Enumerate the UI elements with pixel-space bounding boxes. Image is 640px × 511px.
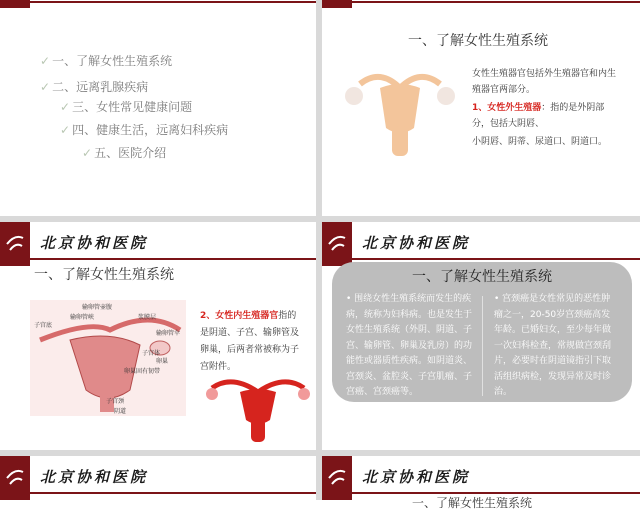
hospital-logo-icon [322, 456, 352, 500]
hospital-name: 北京协和医院 [362, 468, 471, 486]
hospital-name: 北京协和医院 [40, 234, 149, 252]
check-icon: ✓ [60, 123, 71, 137]
slide-internal-organs[interactable] [0, 222, 316, 450]
label-serosa: 浆膜层 [138, 314, 157, 321]
slide-partial-5[interactable] [0, 456, 316, 500]
slide-header [0, 456, 316, 500]
anatomy-diagram [30, 300, 186, 416]
label-uterine-body: 子宫体 [142, 350, 161, 357]
slide-top-strip [322, 0, 640, 8]
hospital-name: 北京协和医院 [362, 234, 471, 252]
slide-toc[interactable] [0, 0, 316, 216]
slide-header [0, 222, 316, 266]
card-right-column: • 宫颈癌是女性常见的恶性肿瘤之一，20-50岁宫颈癌高发年龄。已婚妇女，至少每年做一次妇科检查，常规做宫颈刮片，必要时在阴道镜指引下取活组织病检，发现异常及时诊治。 [494, 294, 612, 397]
hospital-name: 北京协和医院 [40, 468, 149, 486]
card-left-column: • 围绕女性生殖系统而发生的疾病，统称为妇科病。也是发生于女性生殖系统（外阴、阴道、子宫、输卵管、卵巢及乳房）的功能性或器质性疾病。如阴道炎、宫颈炎、盆腔炎、子宫肌瘤、子宫癌、宫颈癌等。 [346, 294, 473, 397]
check-icon: ✓ [40, 80, 51, 94]
slide-gynecology[interactable] [322, 222, 640, 450]
label-isthmus: 输卵管峡 [70, 314, 95, 321]
intro-text: 女性生殖器官包括外生殖器官和内生殖器官两部分。 [472, 69, 617, 95]
hospital-logo-icon [0, 222, 30, 266]
point-text-2: 小阴唇、阴蒂、尿道口、阴道口。 [472, 137, 608, 147]
label-vagina: 阴道 [114, 408, 127, 415]
label-ovarian-ligament: 卵巢固有韧带 [124, 368, 161, 375]
hospital-logo-icon [322, 222, 352, 266]
card-title: 一、了解女性生殖系统 [412, 269, 552, 285]
slide-header [322, 222, 640, 266]
check-icon: ✓ [60, 100, 71, 114]
toc-item-3: ✓ 三、女性常见健康问题 [60, 100, 193, 114]
hospital-logo-icon [0, 456, 30, 500]
info-card [332, 262, 632, 402]
uterus-red-icon [204, 374, 312, 444]
label-fimbriae: 输卵管伞 [156, 330, 181, 337]
label-fundus: 子宫底 [34, 322, 53, 329]
toc-item-1: ✓ 一、了解女性生殖系统 [40, 54, 173, 68]
uterus-illustration [340, 66, 460, 162]
check-icon: ✓ [82, 146, 93, 160]
slide-title: 一、了解女性生殖系统 [34, 267, 174, 283]
point-text: 2、女性内生殖器官指的是阴道、子宫、输卵管及卵巢，后两者常被称为子宫附件。 [200, 311, 300, 372]
slide-external-organs[interactable] [322, 0, 640, 216]
slide-title: 一、了解女性生殖系统 [412, 496, 533, 510]
check-icon: ✓ [40, 54, 51, 68]
point-text: 1、女性外生殖器：指的是外阴部分，包括大阴唇、 [472, 103, 605, 129]
toc-item-4: ✓ 四、健康生活，远离妇科疾病 [60, 123, 229, 137]
slide-top-strip [0, 0, 316, 8]
slide-title: 一、了解女性生殖系统 [408, 33, 548, 49]
slide-partial-6[interactable] [322, 456, 640, 510]
label-ampulla: 输卵管壶腹 [82, 304, 113, 311]
label-ovary: 卵巢 [156, 358, 169, 365]
toc-item-5: ✓ 五、医院介绍 [82, 146, 167, 160]
label-cervix: 子宫颈 [106, 398, 125, 405]
toc-item-2: ✓ 二、远离乳腺疾病 [40, 80, 149, 94]
